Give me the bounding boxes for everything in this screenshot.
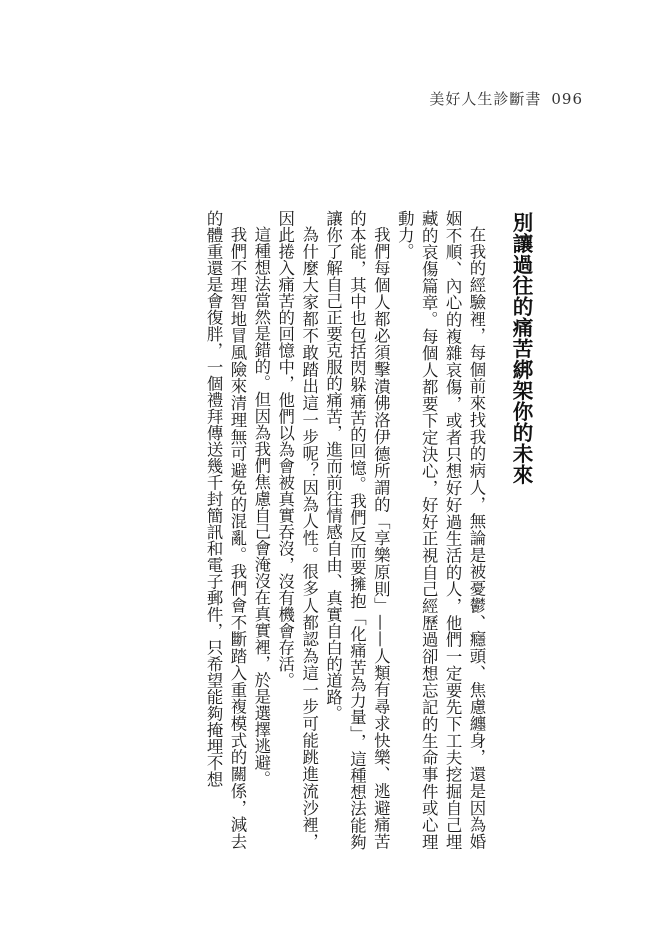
paragraph-1: 在我的經驗裡，每個前來找我的病人，無論是被憂鬱、癮頭、焦慮纏身，還是因為婚姻不順、內心的複雜哀傷，或者只想好好過生活的人，他們一定要先下工夫挖掘自己埋藏的哀傷篇章。每個人都要下定決心，好好正視自己經歷過卻想忘記的生命事件或心理動力。 — [395, 210, 486, 850]
paragraph-5: 我們不理智地冒風險來清理無可避免的混亂。我們會不斷踏入重複模式的關係，減去的體重還是會復胖，一個禮拜傳送幾千封簡訊和電子郵件，只希望能夠掩埋不想 — [204, 210, 247, 850]
paragraph-3: 為什麼大家都不敢踏出這一步呢？因為人性。很多人都認為這一步可能跳進流沙裡，因此捲入痛苦的回憶中，他們以為會被真實吞沒，沒有機會存活。 — [275, 210, 319, 850]
running-header — [429, 88, 583, 109]
chapter-title: 別讓過往的痛苦綁架你的未來 — [509, 212, 533, 485]
paragraph-4: 這種想法當然是錯的。但因為我們焦慮自己會淹沒在真實裡，於是選擇逃避。 — [251, 226, 271, 788]
book-title: 美好人生診斷書 — [429, 90, 542, 108]
paragraph-2: 我們每個人都必須擊潰佛洛伊德所謂的「享樂原則」——人類有尋求快樂、逃避痛苦的本能，其中也包括閃躲痛苦的回憶。我們反而要擁抱「化痛苦為力量」，這種想法能夠讓你了解自己正要克服的痛苦，進而前往情感自由、真實自白的道路。 — [323, 210, 391, 850]
body-text — [108, 210, 488, 850]
page-number: 096 — [551, 90, 583, 108]
